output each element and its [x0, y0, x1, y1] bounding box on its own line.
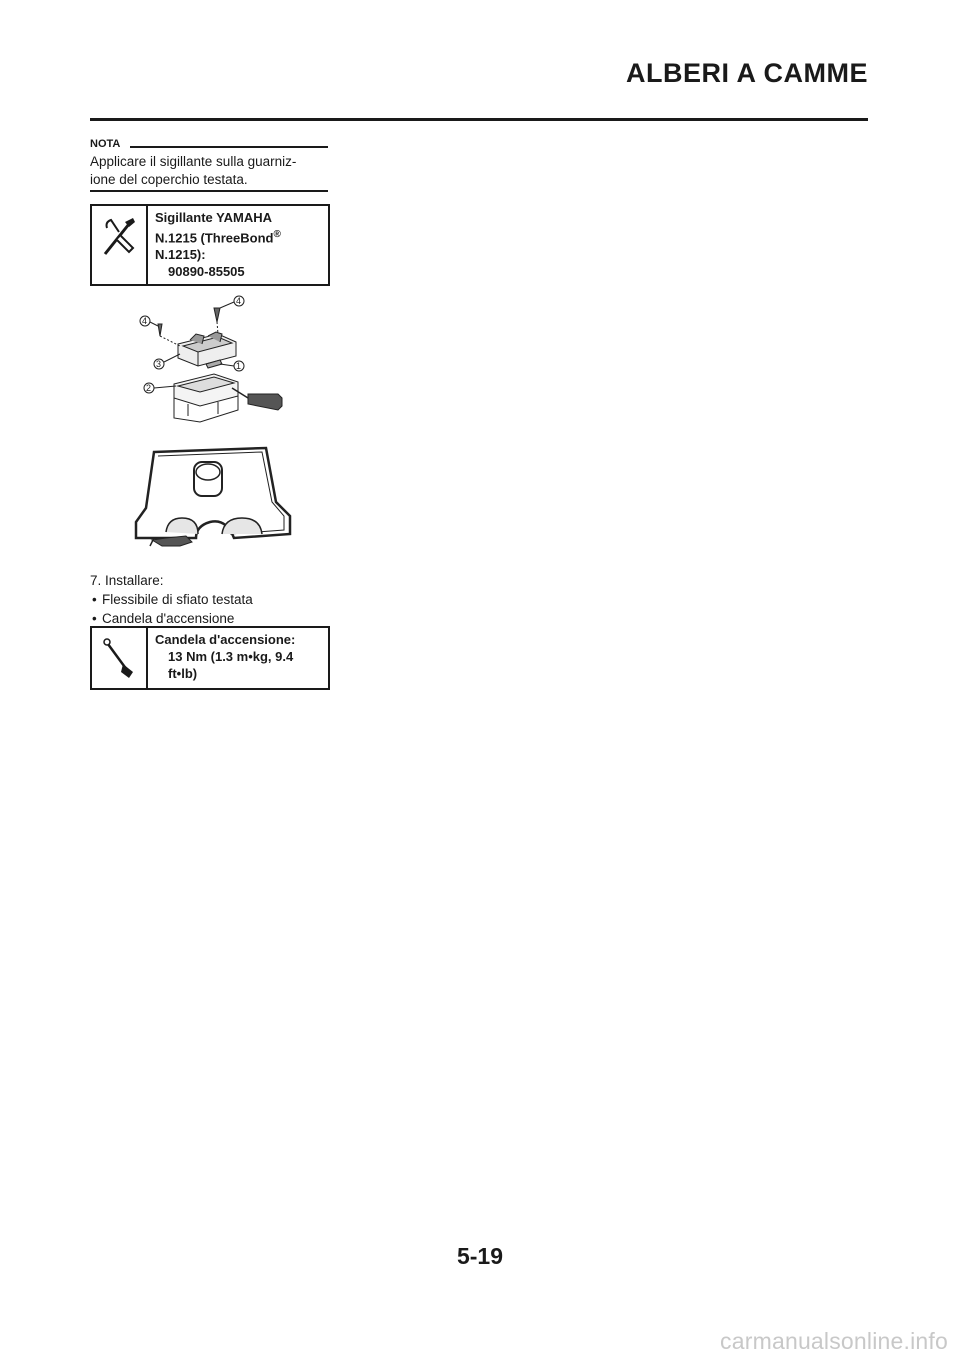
note-text	[90, 153, 330, 189]
sealant-number: N.1215):	[155, 247, 206, 263]
sealant-threebond	[155, 226, 281, 246]
callout-3: 3	[156, 359, 162, 369]
callout-1: 1	[236, 361, 242, 371]
torque-spec-text	[148, 628, 295, 688]
callout-2: 2	[146, 383, 152, 393]
torque-value-cont: ft•lb)	[168, 666, 198, 681]
sealant-spec-box	[90, 204, 330, 286]
step-7-item-1: • Flessibile di sfiato testata	[90, 590, 253, 609]
note-rule-top	[130, 146, 328, 148]
note-rule-bottom	[90, 190, 328, 192]
sealant-spec-text	[148, 206, 281, 284]
sealant-name: Sigillante YAMAHA	[155, 210, 273, 225]
watermark: carmanualsonline.info	[720, 1328, 948, 1354]
sealant-icon-cell	[92, 206, 148, 284]
page-number: 5-19	[456, 1243, 504, 1269]
cylinder-head-cover-diagram	[128, 294, 298, 424]
torque-part-name: Candela d'accensione:	[155, 632, 296, 647]
callout-4a: 4	[142, 316, 148, 326]
sealant-tool-icon	[99, 214, 139, 258]
torque-icon-cell	[92, 628, 148, 688]
torque-spec-box	[90, 626, 330, 690]
header-rule	[90, 118, 868, 121]
note-line-1: Applicare il sigillante sulla guarniz-	[90, 154, 297, 169]
step-7	[90, 571, 253, 628]
page-title: ALBERI A CAMME	[626, 58, 868, 88]
callout-4b: 4	[236, 296, 242, 306]
sealant-part-number: 90890-85505	[168, 264, 245, 280]
sealant-threebond-text: N.1215 (ThreeBond	[155, 230, 274, 246]
note-label: NOTA	[90, 138, 121, 150]
gasket-sealant-diagram	[126, 442, 302, 562]
registered-mark: ®	[273, 229, 281, 240]
torque-wrench-icon	[99, 636, 139, 680]
note-line-2: ione del coperchio testata.	[90, 172, 248, 187]
step-7-label: 7. Installare:	[90, 573, 164, 588]
step-7-item-2: • Candela d'accensione	[90, 609, 253, 628]
torque-value: 13 Nm (1.3 m•kg, 9.4	[168, 649, 294, 664]
